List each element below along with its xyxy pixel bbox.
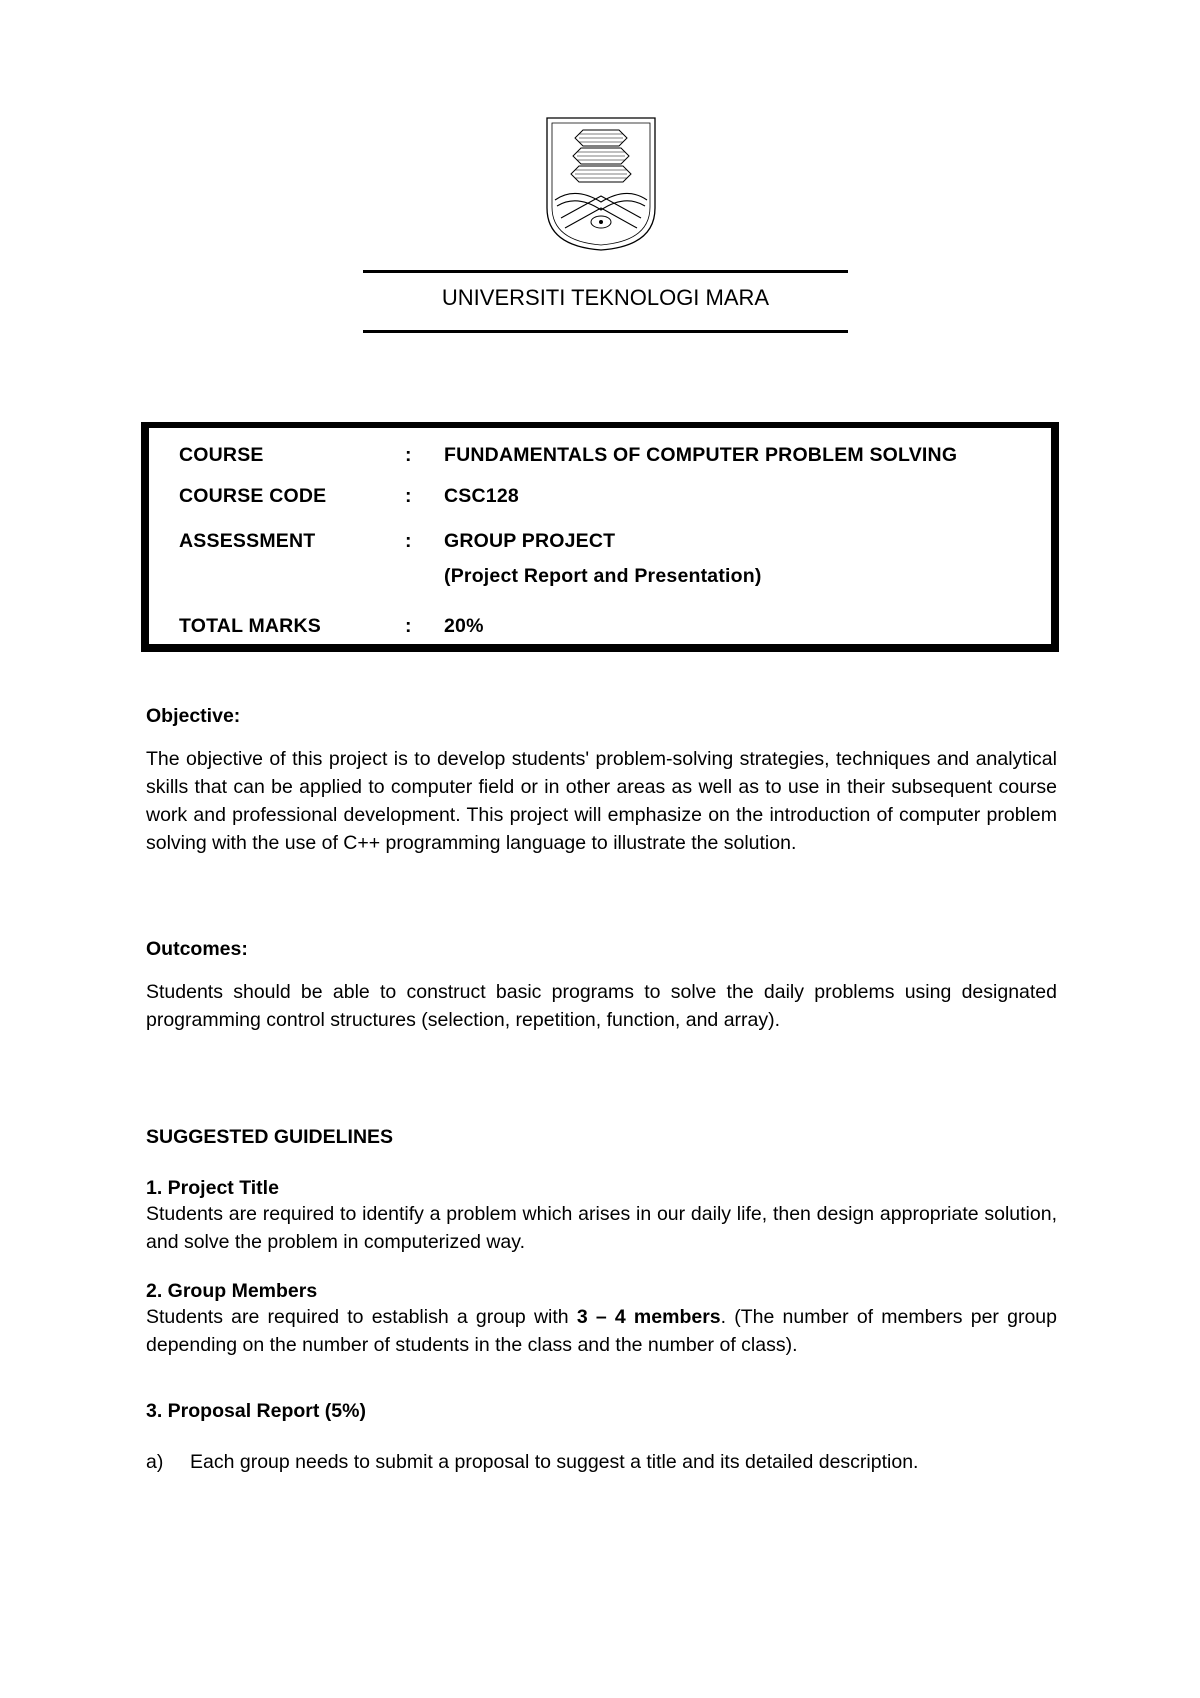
guideline-3a-body: Each group needs to submit a proposal to suggest a title and its detailed description. (190, 1451, 919, 1473)
assessment-label: ASSESSMENT (179, 530, 316, 552)
guideline-1-body: Students are required to identify a problem which arises in our daily life, then design appropriate solution, and solve the problem in computerized way. (146, 1203, 1057, 1253)
outcomes-heading: Outcomes: (146, 938, 248, 960)
course-code-label: COURSE CODE (179, 485, 327, 507)
guideline-2-body-pre: Students are required to establish a group with (146, 1306, 577, 1328)
course-value: FUNDAMENTALS OF COMPUTER PROBLEM SOLVING (444, 444, 958, 466)
assessment-value: GROUP PROJECT (444, 530, 616, 552)
course-code-colon: : (405, 485, 412, 507)
course-code-value: CSC128 (444, 485, 519, 507)
outcomes-body: Students should be able to construct basic programs to solve the daily problems using designated programming control structures (selection, repetition, function, and array). (146, 981, 1057, 1031)
guideline-2-body-post: . (The number of members per group depending on the number of students in the class and the number of class). (146, 1306, 1057, 1356)
total-marks-colon: : (405, 615, 412, 637)
objective-heading: Objective: (146, 705, 241, 727)
guideline-1-title: 1. Project Title (146, 1177, 279, 1199)
guideline-2-body-bold: 3 – 4 members (576, 1306, 721, 1328)
guideline-3a-marker: a) (146, 1451, 164, 1473)
course-info-box (141, 422, 1059, 652)
university-logo (545, 116, 657, 252)
assessment-subtitle: (Project Report and Presentation) (444, 565, 762, 587)
total-marks-value: 20% (444, 615, 484, 637)
guideline-2-title: 2. Group Members (146, 1280, 318, 1302)
guideline-2-body (146, 1303, 1057, 1359)
assessment-colon: : (405, 530, 412, 552)
guideline-3-title: 3. Proposal Report (5%) (146, 1400, 366, 1422)
objective-body: The objective of this project is to develop students' problem-solving strategies, techniques and analytical skills that can be applied to computer field or in other areas as well as to use in their subsequent course work and professional development. This project will emphasize on the introduction of computer problem solving with the use of C++ programming language to illustrate the solution. (146, 748, 1057, 854)
total-marks-label: TOTAL MARKS (179, 615, 321, 637)
university-name: UNIVERSITI TEKNOLOGI MARA (441, 285, 770, 310)
course-label: COURSE (179, 444, 264, 466)
title-rule-bottom (363, 330, 848, 333)
guidelines-heading: SUGGESTED GUIDELINES (146, 1126, 394, 1148)
title-rule-top (363, 270, 848, 273)
course-colon: : (405, 444, 412, 466)
